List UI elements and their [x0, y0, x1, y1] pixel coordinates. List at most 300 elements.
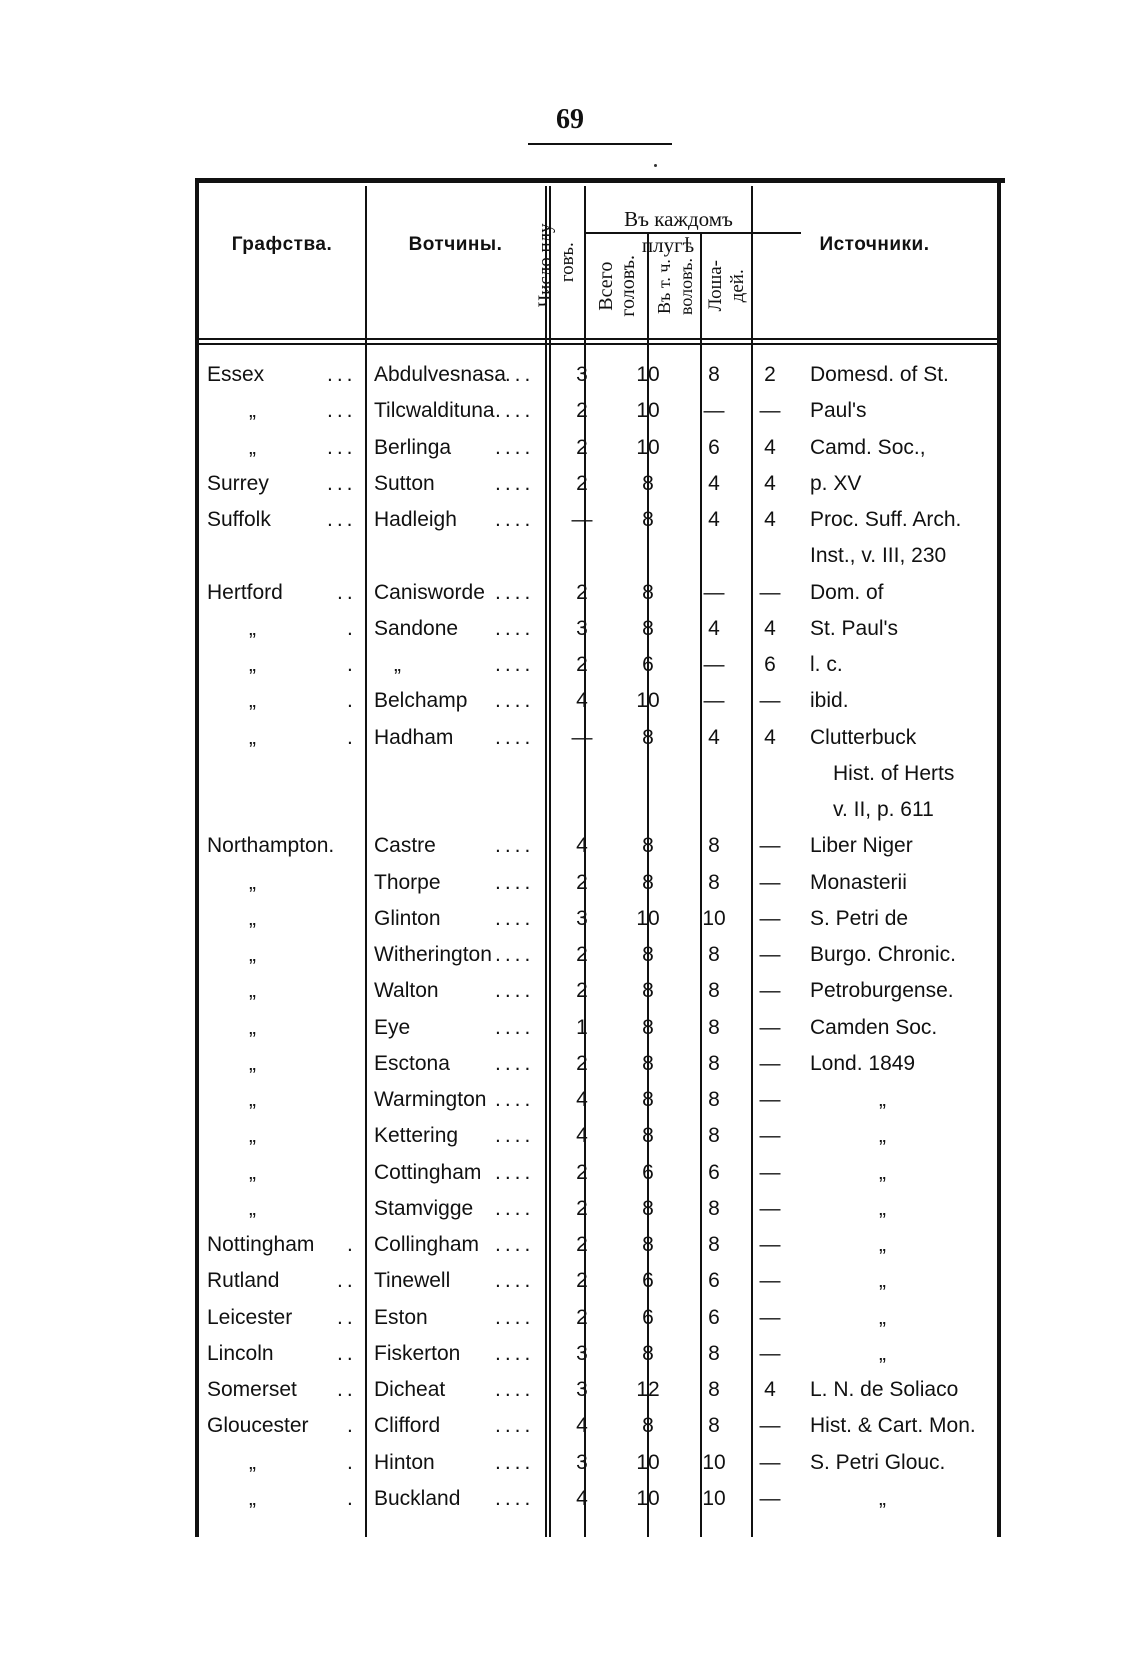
total-heads-cell: 10 [636, 1486, 660, 1510]
total-heads-cell: 8 [642, 1088, 654, 1111]
table-row [199, 828, 1001, 864]
print-speck [654, 164, 657, 167]
estate-cell: Stamvigge [374, 1196, 474, 1220]
table-row [199, 1227, 1001, 1263]
leader-dots: .... [495, 1269, 535, 1293]
total-heads-cell: 8 [642, 471, 654, 495]
table-row [199, 1263, 1001, 1299]
table-row [199, 357, 1001, 393]
oxen-cell: 6 [708, 1305, 720, 1329]
table-row [199, 1191, 1001, 1227]
plows-cell: 2 [576, 870, 588, 894]
county-cell: „ [249, 906, 256, 930]
total-heads-cell: 6 [642, 1160, 654, 1184]
total-heads-cell: 6 [642, 653, 654, 676]
horses-cell: — [759, 943, 781, 966]
plows-cell: 1 [576, 1015, 588, 1039]
table-row [199, 937, 1001, 973]
horses-cell: — [759, 979, 781, 1003]
source-cell: „ [879, 1305, 886, 1329]
total-heads-cell: 12 [636, 1378, 660, 1401]
horses-cell: — [759, 1015, 781, 1039]
table-row [199, 1445, 1001, 1481]
plows-cell: 3 [576, 616, 588, 640]
source-cell: S. Petri de [810, 906, 909, 930]
plows-cell: 4 [576, 689, 588, 713]
plows-cell: 2 [576, 1196, 588, 1220]
source-cell: Camd. Soc., [810, 435, 926, 459]
leader-dots: .. [337, 580, 357, 604]
county-cell: Essex [207, 363, 265, 386]
county-cell: „ [249, 1450, 256, 1474]
horses-cell: 4 [764, 725, 776, 749]
plows-cell: 2 [576, 1051, 588, 1075]
source-cell: Hist. & Cart. Mon. [810, 1414, 976, 1438]
county-cell: Northampton. [207, 834, 335, 858]
leader-dots: .... [495, 1414, 535, 1438]
oxen-cell: 8 [708, 1088, 720, 1111]
oxen-cell: 8 [708, 1196, 720, 1220]
table-row [199, 575, 1001, 611]
total-heads-cell: 6 [642, 1269, 654, 1293]
leader-dots: .... [495, 471, 535, 495]
estate-cell: Abdulvesnasa [374, 363, 506, 386]
oxen-cell: — [703, 580, 725, 604]
leader-dots: .... [495, 870, 535, 894]
leader-dots: . [347, 653, 357, 676]
estate-cell: Warmington [374, 1088, 487, 1111]
total-heads-cell: 8 [642, 1196, 654, 1220]
horses-cell: 6 [764, 653, 776, 676]
estate-cell: Berlinga [374, 435, 452, 459]
plows-cell: 3 [576, 906, 588, 930]
county-cell: „ [249, 1015, 256, 1039]
estate-cell: Buckland [374, 1486, 461, 1510]
oxen-cell [687, 538, 741, 574]
total-heads-cell: 8 [642, 616, 654, 640]
horses-cell: 2 [764, 363, 776, 386]
page-number: 69 [556, 104, 584, 135]
plows-cell: 2 [576, 1269, 588, 1293]
table-row [199, 1010, 1001, 1046]
table-row [199, 683, 1001, 719]
total-heads-cell: 6 [642, 1305, 654, 1329]
source-cell: Domesd. of St. [810, 363, 949, 386]
total-heads-cell [613, 792, 683, 828]
total-heads-cell [613, 756, 683, 792]
plows-cell: 3 [576, 1341, 588, 1365]
leader-dots: .... [495, 1450, 535, 1474]
source-cell: Proc. Suff. Arch. [810, 508, 962, 531]
source-cell: Dom. of [810, 580, 884, 604]
oxen-cell [687, 756, 741, 792]
horses-cell: — [759, 1124, 781, 1148]
plows-cell: 4 [576, 834, 588, 858]
horses-cell: — [759, 834, 781, 858]
estate-cell: Collingham [374, 1233, 480, 1256]
source-cell: L. N. de Soliaco [810, 1378, 959, 1401]
source-cell: Lond. 1849 [810, 1051, 916, 1075]
estate-cell: Glinton [374, 906, 441, 930]
horses-cell: — [759, 689, 781, 713]
oxen-cell: 8 [708, 1341, 720, 1365]
oxen-cell: 8 [708, 1015, 720, 1039]
table-row [199, 466, 1001, 502]
leader-dots: . [347, 1486, 357, 1510]
horses-cell: — [759, 1305, 781, 1329]
source-cell: Inst., v. III, 230 [810, 544, 947, 568]
horses-cell: 4 [764, 616, 776, 640]
source-cell: „ [879, 1269, 886, 1293]
total-heads-cell: 10 [636, 689, 660, 713]
estate-cell [374, 792, 542, 828]
leader-dots: . [347, 1450, 357, 1474]
plows-cell: — [571, 508, 593, 531]
county-cell: „ [249, 1160, 256, 1184]
oxen-cell: — [703, 653, 725, 676]
total-heads-cell: 8 [642, 725, 654, 749]
table-row [199, 538, 1001, 574]
county-cell: „ [249, 1051, 256, 1075]
county-cell: „ [249, 1196, 256, 1220]
leader-dots: . [347, 689, 357, 713]
horses-cell [745, 538, 795, 574]
county-cell: Rutland [207, 1269, 280, 1293]
plows-cell: 4 [576, 1124, 588, 1148]
total-heads-cell: 10 [636, 1450, 660, 1474]
estate-cell: Fiskerton [374, 1341, 461, 1365]
table-body [199, 357, 1001, 1517]
oxen-cell: — [703, 399, 725, 423]
source-cell: „ [879, 1486, 886, 1510]
source-cell: v. II, p. 611 [833, 798, 934, 821]
horses-cell [745, 792, 795, 828]
oxen-cell: 10 [702, 906, 726, 930]
leader-dots: .... [495, 1160, 535, 1184]
plows-cell: 4 [576, 1088, 588, 1111]
total-heads-cell: 8 [642, 943, 654, 966]
oxen-cell: 8 [708, 363, 720, 386]
county-cell: „ [249, 689, 256, 713]
oxen-cell: 4 [708, 471, 720, 495]
page-number-rule [528, 143, 672, 145]
horses-cell: — [759, 1341, 781, 1365]
estate-cell [374, 756, 542, 792]
estate-cell: „ [394, 653, 401, 676]
source-cell: „ [879, 1124, 886, 1148]
oxen-cell: 8 [708, 1124, 720, 1148]
leader-dots: .... [495, 616, 535, 640]
leader-dots: .... [495, 580, 535, 604]
county-cell: „ [249, 1088, 256, 1111]
plows-cell: 2 [576, 1305, 588, 1329]
source-cell: ibid. [810, 689, 849, 713]
horses-cell: — [759, 1450, 781, 1474]
leader-dots: .... [495, 1486, 535, 1510]
horses-cell: 4 [764, 435, 776, 459]
plows-cell: — [571, 725, 593, 749]
estate-cell: Hadleigh [374, 508, 457, 531]
estate-cell: Kettering [374, 1124, 459, 1148]
oxen-cell: 10 [702, 1450, 726, 1474]
plows-cell: 2 [576, 653, 588, 676]
estate-cell: Castre [374, 834, 436, 858]
leader-dots: .... [495, 689, 535, 713]
table-row [199, 901, 1001, 937]
table-row [199, 973, 1001, 1009]
estate-cell: Thorpe [374, 870, 441, 894]
table-row [199, 865, 1001, 901]
leader-dots: .... [495, 1088, 535, 1111]
horses-cell: 4 [764, 1378, 776, 1401]
source-cell: Liber Niger [810, 834, 913, 858]
oxen-cell: 10 [702, 1486, 726, 1510]
leader-dots: .. [337, 1305, 357, 1329]
leader-dots: ... [327, 508, 357, 531]
oxen-cell: 4 [708, 616, 720, 640]
leader-dots: . [347, 1233, 357, 1256]
oxen-cell: 4 [708, 508, 720, 531]
leader-dots: .... [495, 508, 535, 531]
plows-cell: 2 [576, 943, 588, 966]
total-heads-cell: 8 [642, 979, 654, 1003]
horses-cell: — [759, 1414, 781, 1438]
table-row [199, 430, 1001, 466]
estate-cell: Sutton [374, 471, 435, 495]
source-cell: St. Paul's [810, 616, 899, 640]
leader-dots: . [347, 725, 357, 749]
estate-cell: Esctona [374, 1051, 450, 1075]
county-cell: Lincoln [207, 1341, 274, 1365]
table-row [199, 1300, 1001, 1336]
estate-cell: Belchamp [374, 689, 468, 713]
plows-cell [554, 538, 610, 574]
table-row [199, 1336, 1001, 1372]
county-cell: „ [249, 1486, 256, 1510]
total-heads-cell [613, 538, 683, 574]
horses-cell: — [759, 1269, 781, 1293]
leader-dots: .... [495, 1051, 535, 1075]
leader-dots: .. [337, 1341, 357, 1365]
source-cell: l. c. [810, 653, 843, 676]
source-cell: „ [879, 1196, 886, 1220]
oxen-cell: 8 [708, 1051, 720, 1075]
plows-cell [554, 756, 610, 792]
horses-cell: — [759, 870, 781, 894]
horses-cell: — [759, 906, 781, 930]
total-heads-cell: 10 [636, 435, 660, 459]
source-cell: S. Petri Glouc. [810, 1450, 946, 1474]
total-heads-cell: 10 [636, 399, 660, 423]
plows-cell: 3 [576, 363, 588, 386]
total-heads-cell: 8 [642, 580, 654, 604]
plows-cell: 2 [576, 471, 588, 495]
header-plows: Число плу- говъ. [535, 216, 578, 308]
leader-dots: .... [495, 1124, 535, 1148]
header-county: Графства. [231, 234, 333, 255]
source-cell: p. XV [810, 471, 862, 495]
county-cell: „ [249, 399, 256, 423]
leader-dots: ... [327, 435, 357, 459]
county-cell: Suffolk [207, 508, 271, 531]
table-row [199, 1082, 1001, 1118]
total-heads-cell: 8 [642, 870, 654, 894]
total-heads-cell: 8 [642, 1015, 654, 1039]
oxen-cell: 6 [708, 1160, 720, 1184]
leader-dots: .... [495, 906, 535, 930]
oxen-cell: 8 [708, 870, 720, 894]
county-cell [207, 756, 357, 792]
horses-cell: — [759, 1051, 781, 1075]
oxen-cell: 8 [708, 1233, 720, 1256]
plows-cell: 2 [576, 435, 588, 459]
source-cell: „ [879, 1233, 886, 1256]
county-cell: Somerset [207, 1378, 297, 1401]
source-cell: Clutterbuck [810, 725, 917, 749]
leader-dots: .... [495, 399, 535, 423]
horses-cell: — [759, 1196, 781, 1220]
total-heads-cell: 10 [636, 363, 660, 386]
estate-cell: Eston [374, 1305, 428, 1329]
plows-cell: 2 [576, 979, 588, 1003]
plows-cell: 3 [576, 1450, 588, 1474]
estate-cell: Hadham [374, 725, 454, 749]
oxen-cell: — [703, 689, 725, 713]
horses-cell: — [759, 399, 781, 423]
horses-cell: — [759, 580, 781, 604]
leader-dots: .... [495, 834, 535, 858]
source-cell: „ [879, 1160, 886, 1184]
oxen-cell: 6 [708, 435, 720, 459]
table-row [199, 1046, 1001, 1082]
total-heads-cell: 8 [642, 1233, 654, 1256]
total-heads-cell: 8 [642, 1414, 654, 1438]
estate-cell: Dicheat [374, 1378, 446, 1401]
leader-dots: .... [495, 1015, 535, 1039]
estate-cell: Witherington [374, 943, 492, 966]
header-estate: Вотчины. [408, 234, 503, 255]
leader-dots: . [347, 1414, 357, 1438]
county-cell: „ [249, 943, 256, 966]
table-row [199, 502, 1001, 538]
oxen-cell: 8 [708, 943, 720, 966]
county-cell: „ [249, 435, 256, 459]
plows-cell [554, 792, 610, 828]
oxen-cell: 6 [708, 1269, 720, 1293]
estate-cell: Tinewell [374, 1269, 451, 1293]
county-cell: „ [249, 616, 256, 640]
leader-dots: .. [337, 1269, 357, 1293]
plows-cell: 2 [576, 580, 588, 604]
plows-cell: 2 [576, 1160, 588, 1184]
horses-cell [745, 756, 795, 792]
plows-cell: 2 [576, 1233, 588, 1256]
leader-dots: .... [495, 435, 535, 459]
oxen-cell: 4 [708, 725, 720, 749]
header-rule-1 [199, 338, 997, 340]
header-horses: Лоша- дей. [704, 260, 748, 312]
horses-cell: — [759, 1088, 781, 1111]
oxen-cell: 8 [708, 1378, 720, 1401]
leader-dots: ... [327, 471, 357, 495]
horses-cell: 4 [764, 471, 776, 495]
horses-cell: — [759, 1233, 781, 1256]
source-cell: „ [879, 1088, 886, 1111]
county-cell: „ [249, 979, 256, 1003]
leader-dots: .... [495, 979, 535, 1003]
plows-cell: 4 [576, 1414, 588, 1438]
horses-cell: — [759, 1486, 781, 1510]
estate-cell [374, 538, 542, 574]
oxen-cell: 8 [708, 1414, 720, 1438]
source-cell: Camden Soc. [810, 1015, 938, 1039]
table-row [199, 1408, 1001, 1444]
county-cell: „ [249, 1124, 256, 1148]
estate-cell: Eye [374, 1015, 411, 1039]
header-sources: Источники. [819, 234, 930, 255]
county-cell: Nottingham [207, 1233, 315, 1256]
header-rule-2 [199, 343, 997, 345]
total-heads-cell: 8 [642, 834, 654, 858]
plows-cell: 2 [576, 399, 588, 423]
total-heads-cell: 8 [642, 508, 654, 531]
estate-cell: Clifford [374, 1414, 441, 1438]
county-cell: Leicester [207, 1305, 293, 1329]
header-total-heads: Всего головъ. [594, 255, 639, 317]
source-cell: Monasterii [810, 870, 907, 894]
total-heads-cell: 8 [642, 1341, 654, 1365]
table-row [199, 393, 1001, 429]
source-cell: Burgo. Chronic. [810, 943, 956, 966]
plows-cell: 4 [576, 1486, 588, 1510]
table-row [199, 1481, 1001, 1517]
oxen-cell [687, 792, 741, 828]
county-cell: „ [249, 870, 256, 894]
source-cell: Hist. of Herts [833, 761, 955, 785]
table-row [199, 792, 1001, 828]
county-cell: Hertford [207, 580, 283, 604]
oxen-cell: 8 [708, 834, 720, 858]
leader-dots: .... [495, 725, 535, 749]
total-heads-cell: 8 [642, 1124, 654, 1148]
county-cell: Surrey [207, 471, 269, 495]
oxen-cell: 8 [708, 979, 720, 1003]
county-cell [207, 538, 357, 574]
table-row [199, 720, 1001, 756]
estate-cell: Cottingham [374, 1160, 482, 1184]
plows-cell: 3 [576, 1378, 588, 1401]
estate-cell: Sandone [374, 616, 459, 640]
estate-cell: Tilcwaldituna [374, 399, 495, 423]
leader-dots: .... [495, 943, 535, 966]
estate-cell: Walton [374, 979, 439, 1003]
estate-cell: Canisworde [374, 580, 485, 604]
source-cell: Paul's [810, 399, 867, 423]
header-per-plow-text: Въ каждомъ плугѣ [624, 207, 733, 257]
leader-dots: .... [495, 1378, 535, 1401]
total-heads-cell: 10 [636, 906, 660, 930]
leader-dots: .... [495, 1305, 535, 1329]
leader-dots: .... [495, 1341, 535, 1365]
leader-dots: .. [337, 1378, 357, 1401]
table-row [199, 1155, 1001, 1191]
leader-dots: .... [495, 1196, 535, 1220]
county-cell: „ [249, 653, 256, 676]
county-cell [207, 792, 357, 828]
livestock-table [199, 182, 1001, 1537]
leader-dots: .... [495, 363, 535, 386]
table-row [199, 647, 1001, 683]
